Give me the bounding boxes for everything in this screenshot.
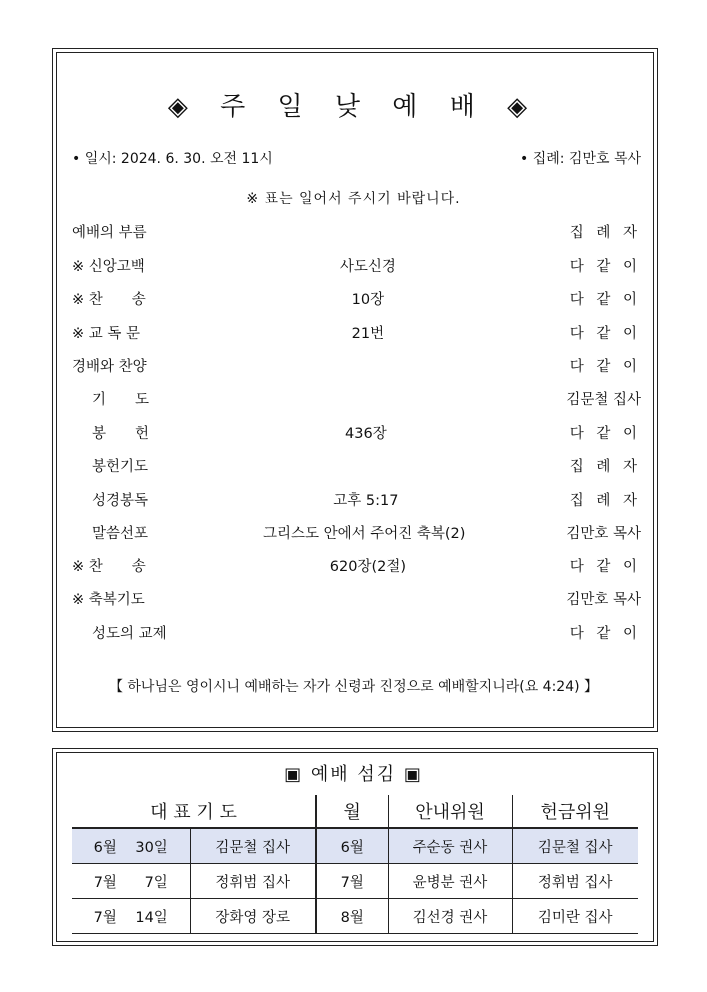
dot-leader xyxy=(165,392,563,404)
order-detail: 사도신경 xyxy=(339,258,396,275)
order-row xyxy=(92,521,641,543)
dot-leader xyxy=(405,259,567,271)
order-label: ※ 신앙고백 xyxy=(72,258,145,275)
prayer-date: 7월 7일 xyxy=(72,864,190,899)
standing-notice: ※ 표는 일어서 주시기 바랍니다. xyxy=(246,191,461,207)
dot-leader xyxy=(165,526,257,538)
dot-leader xyxy=(393,326,567,338)
usher-person: 김선경 권사 xyxy=(388,899,512,934)
order-detail: 그리스도 안에서 주어진 축복(2) xyxy=(262,525,466,542)
order-leader: 다 같 이 xyxy=(569,291,641,308)
offering-person: 정휘범 집사 xyxy=(512,864,638,899)
service-datetime: • 일시: 2024. 6. 30. 오전 11시 xyxy=(72,151,273,167)
order-detail: 고후 5:17 xyxy=(333,492,399,509)
duty-title: ▣ 예배 섬김 ▣ xyxy=(284,764,423,785)
service-officiant: • 집례: 김만호 목사 xyxy=(520,151,641,167)
order-leader: 다 같 이 xyxy=(569,358,641,375)
dot-leader xyxy=(150,225,567,237)
order-leader: 김만호 목사 xyxy=(566,591,641,608)
order-leader: 다 같 이 xyxy=(569,558,642,575)
order-detail: 10장 xyxy=(351,291,385,308)
order-label: ※ 교 독 문 xyxy=(72,325,140,342)
dot-leader xyxy=(170,626,567,638)
dot-leader xyxy=(169,559,321,571)
order-detail: 21번 xyxy=(351,325,385,342)
order-label: 성경봉독 xyxy=(92,492,149,509)
order-row xyxy=(92,454,641,476)
usher-person: 주순동 권사 xyxy=(388,828,512,864)
order-row xyxy=(92,421,641,443)
order-label: 예배의 부름 xyxy=(72,224,147,241)
order-label: ※ 찬 송 xyxy=(72,558,146,575)
order-leader: 다 같 이 xyxy=(569,325,641,342)
order-label: 성도의 교제 xyxy=(92,625,167,642)
order-label: 경배와 찬양 xyxy=(72,358,147,375)
dot-leader xyxy=(150,359,567,371)
header-prayer: 대 표 기 도 xyxy=(72,795,316,828)
duty-table xyxy=(72,795,638,934)
order-leader: 다 같 이 xyxy=(569,625,641,642)
scripture-verse: 【 하나님은 영이시니 예배하는 자가 신령과 진정으로 예배할지니라(요 4:24) 】 xyxy=(108,679,599,695)
order-row xyxy=(92,488,641,510)
dot-leader xyxy=(415,559,567,571)
order-row xyxy=(92,387,641,409)
order-leader: 집 례 자 xyxy=(569,224,641,241)
header-offering: 헌금위원 xyxy=(512,795,638,828)
dot-leader xyxy=(165,426,336,438)
order-label: 기 도 xyxy=(92,391,150,408)
order-row xyxy=(72,554,641,576)
order-label: 봉헌기도 xyxy=(92,458,149,475)
dot-leader xyxy=(169,259,331,271)
order-leader: 다 같 이 xyxy=(569,425,641,442)
duty-month: 8월 xyxy=(316,899,388,934)
order-row xyxy=(72,321,641,343)
order-leader: 김문철 집사 xyxy=(566,391,641,408)
order-row xyxy=(92,621,641,643)
order-label: 봉 헌 xyxy=(92,425,150,442)
dot-leader xyxy=(396,426,567,438)
prayer-date: 6월 30일 xyxy=(72,828,190,864)
duty-header-row xyxy=(72,795,638,828)
dot-leader xyxy=(165,459,567,471)
prayer-date: 7월 14일 xyxy=(72,899,190,934)
dot-leader xyxy=(407,493,566,505)
order-leader: 집 례 자 xyxy=(569,492,641,509)
order-row xyxy=(72,354,641,376)
order-row xyxy=(72,220,641,242)
dot-leader xyxy=(165,493,324,505)
dot-leader xyxy=(169,292,343,304)
usher-person: 윤병분 권사 xyxy=(388,864,512,899)
duty-month: 6월 xyxy=(316,828,388,864)
offering-person: 김문철 집사 xyxy=(512,828,638,864)
order-row xyxy=(72,287,641,309)
order-label: 말씀선포 xyxy=(92,525,149,542)
order-detail: 436장 xyxy=(345,425,387,442)
header-usher: 안내위원 xyxy=(388,795,512,828)
table-row xyxy=(72,899,638,934)
order-label: ※ 찬 송 xyxy=(72,291,146,308)
duty-month: 7월 xyxy=(316,864,388,899)
table-row xyxy=(72,828,638,864)
page-title: ◈ 주 일 낮 예 배 ◈ xyxy=(167,92,540,122)
prayer-person: 정휘범 집사 xyxy=(190,864,316,899)
order-row xyxy=(72,254,641,276)
order-row xyxy=(72,587,641,609)
prayer-person: 장화영 장로 xyxy=(190,899,316,934)
order-leader: 집 례 자 xyxy=(569,458,641,475)
order-detail: 620장(2절) xyxy=(329,558,406,575)
offering-person: 김미란 집사 xyxy=(512,899,638,934)
order-leader: 다 같 이 xyxy=(569,258,641,275)
order-leader: 김만호 목사 xyxy=(566,525,642,542)
prayer-person: 김문철 집사 xyxy=(190,828,316,864)
header-month: 월 xyxy=(316,795,388,828)
dot-leader xyxy=(393,292,567,304)
dot-leader xyxy=(169,592,563,604)
dot-leader xyxy=(471,526,563,538)
table-row xyxy=(72,864,638,899)
order-label: ※ 축복기도 xyxy=(72,591,145,608)
dot-leader xyxy=(169,326,343,338)
